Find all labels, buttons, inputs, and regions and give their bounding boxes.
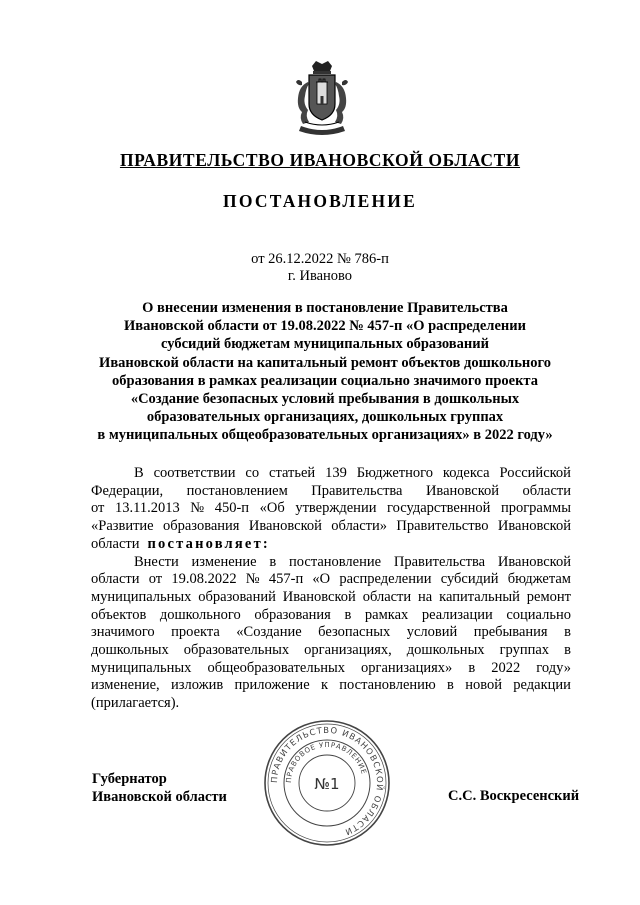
word: области (91, 571, 140, 588)
word: изложив (170, 677, 224, 694)
body-line (91, 589, 571, 607)
word: образований (198, 588, 276, 605)
body-line (91, 465, 571, 483)
word: приложение (234, 677, 310, 694)
word: новой (465, 677, 502, 694)
word: дошкольных (406, 642, 485, 659)
word: Ивановской (248, 518, 322, 535)
word: году» (536, 659, 571, 676)
word: ремонт (526, 588, 571, 605)
body-line (91, 624, 571, 642)
word: капитальный (439, 588, 520, 605)
word: Федерации, (91, 482, 164, 499)
word: «О (312, 571, 331, 588)
body-text: области (91, 535, 140, 552)
word: Правительства (393, 553, 486, 570)
word: В (134, 465, 144, 481)
document-type: ПОСТАНОВЛЕНИЕ (223, 191, 417, 211)
word: муниципальных (91, 659, 192, 676)
word: 13.11.2013 (114, 500, 180, 517)
word: муниципальных (91, 588, 192, 605)
document-body (91, 465, 571, 713)
word: области (522, 482, 571, 499)
position-line: Ивановской области (92, 789, 227, 805)
word: образования (162, 518, 240, 535)
seal-number: №1 (314, 775, 340, 793)
word: безопасных (318, 624, 391, 641)
word: Правительства (311, 482, 403, 499)
word: значимого (91, 624, 155, 641)
body-line (91, 642, 571, 660)
word: Ивановской (282, 588, 356, 605)
word: 19.08.2022 (171, 571, 237, 588)
word: в (564, 624, 571, 641)
word: «Об (259, 500, 285, 517)
word: от (91, 500, 105, 517)
title-line: образовательных организациях, дошкольных группах (146, 409, 504, 426)
word: со (245, 465, 260, 481)
title-line: Ивановской области от 19.08.2022 № 457-п «О распределении (124, 318, 526, 335)
word: постановлению (339, 677, 436, 694)
word: социально (506, 606, 571, 623)
word: «Развитие (91, 518, 154, 535)
seal-outer-text: ПРАВИТЕЛЬСТВО ИВАНОВСКОЙ ОБЛАСТИ (268, 724, 386, 838)
word: «Создание (236, 624, 302, 641)
word: № (190, 500, 205, 517)
word: организациях, (304, 642, 392, 659)
word: реализации (421, 606, 493, 623)
word: субсидий (440, 571, 499, 588)
title-line: «Создание безопасных условий пребывания в дошкольных (130, 391, 520, 408)
word: Правительство (396, 518, 489, 535)
word: соответствии (153, 465, 236, 481)
word: в (269, 553, 277, 570)
word: 450-п (214, 500, 250, 517)
body-line (91, 677, 571, 695)
title-line: образования в рамках реализации социально значимого проекта (112, 372, 538, 389)
word: кодекса (442, 465, 490, 481)
title-line: субсидий бюджетам муниципальных образований (161, 336, 489, 353)
word: утверждении (295, 500, 377, 517)
organization-title: ПРАВИТЕЛЬСТВО ИВАНОВСКОЙ ОБЛАСТИ (119, 150, 521, 170)
word: Ивановской (497, 553, 571, 570)
body-line (91, 554, 571, 572)
word: статьей (269, 465, 316, 481)
word: группах (499, 642, 550, 659)
signatory-name: С.С. Воскресенский (448, 788, 580, 804)
word: изменение, (91, 677, 160, 694)
body-line (91, 518, 571, 536)
word: области (362, 588, 412, 605)
word: 457-п (268, 571, 304, 588)
word: 139 (325, 465, 347, 481)
word: изменение (191, 553, 257, 570)
body-line: (прилагается). (91, 695, 180, 712)
body-line (91, 500, 571, 518)
word: дошкольных (91, 642, 169, 659)
document-date-number: от 26.12.2022 № 786-п (251, 251, 389, 267)
word: Бюджетного (356, 465, 433, 481)
word: распределении (339, 571, 432, 588)
signatory-position (92, 770, 227, 806)
document-title (90, 299, 560, 445)
title-line: в муниципальных общеобразовательных организациях» в 2022 году» (97, 427, 553, 444)
word: условий (406, 624, 458, 641)
word: проекта (171, 624, 220, 641)
document-city: г. Иваново (287, 268, 353, 284)
word: № (245, 571, 260, 588)
body-line (91, 571, 571, 589)
body-line (91, 536, 571, 554)
coat-of-arms-icon (293, 60, 351, 138)
word: организациях» (361, 659, 453, 676)
word: в (564, 642, 571, 659)
position-line: Губернатор (92, 771, 167, 787)
body-line (91, 660, 571, 678)
word: образовательных (183, 642, 290, 659)
word: в (468, 659, 476, 676)
word: Ивановской (497, 518, 571, 535)
word: Российской (499, 465, 571, 481)
word: редакции (513, 677, 571, 694)
title-line: Ивановской области на капитальный ремонт объектов дошкольного (99, 354, 551, 371)
word: постановлением (186, 482, 288, 499)
title-line: О внесении изменения в постановление Правительства (142, 300, 508, 316)
word: бюджетам (507, 571, 571, 588)
word: в (344, 606, 352, 623)
word: области» (331, 518, 388, 535)
body-line (91, 607, 571, 625)
word: государственной (387, 500, 491, 517)
word: постановление (289, 553, 382, 570)
word: общеобразовательных (207, 659, 345, 676)
word: в (447, 677, 454, 694)
word: к (320, 677, 328, 694)
word: пребывания (473, 624, 548, 641)
word: на (418, 588, 433, 605)
word: рамках (364, 606, 409, 623)
word: объектов (91, 606, 147, 623)
word: программы (500, 500, 571, 517)
word: образования (254, 606, 331, 623)
word: дошкольного (159, 606, 241, 623)
official-seal-stamp (262, 718, 392, 848)
word: Внести (134, 553, 179, 570)
seal-inner-text: ПРАВОВОЕ УПРАВЛЕНИЕ (284, 740, 368, 784)
word: 2022 (491, 659, 521, 676)
word: Ивановской (425, 482, 500, 499)
word: от (148, 571, 163, 588)
body-line (91, 483, 571, 501)
resolves-word: постановляет: (147, 535, 270, 552)
